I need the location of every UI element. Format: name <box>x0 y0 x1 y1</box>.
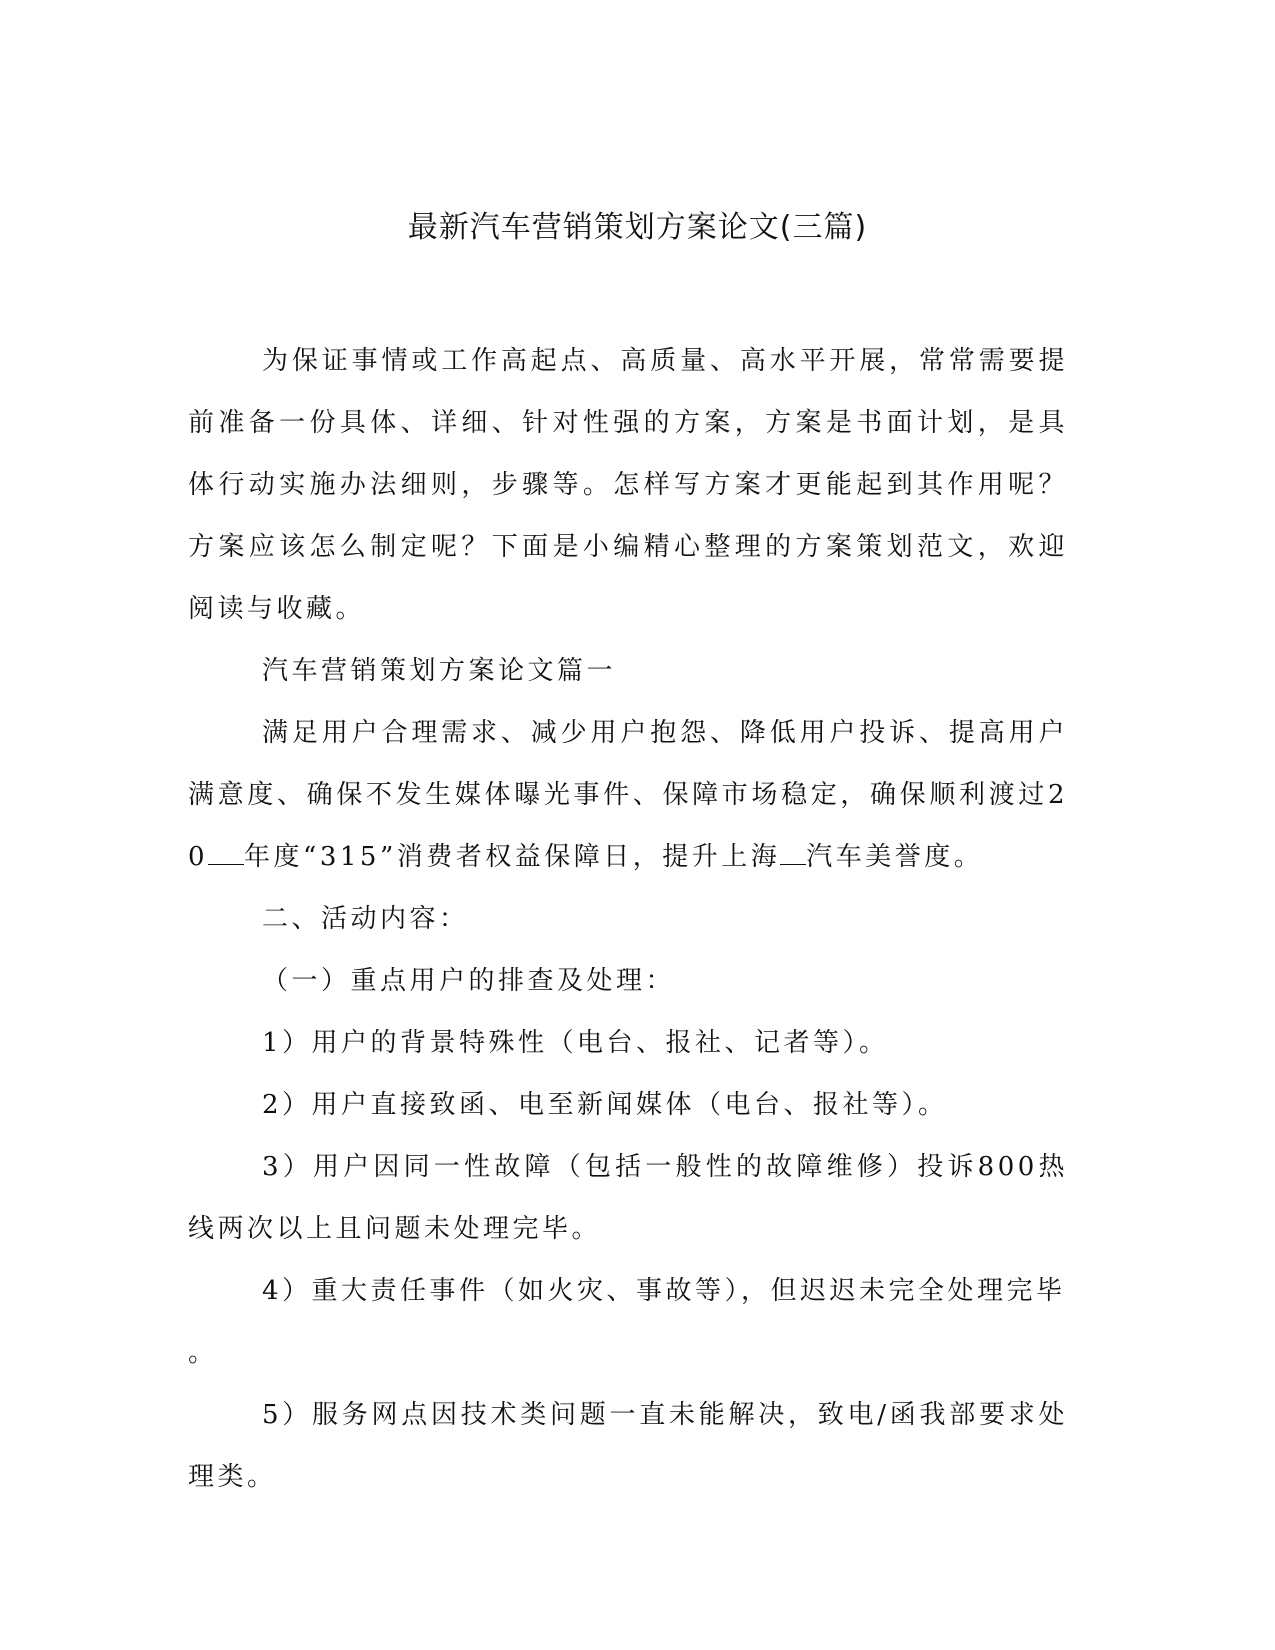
goal-text-part-1: 满足用户合理需求、减少用户抱怨、降低用户投诉、提高用户满意度、确保不发生媒体曝光事件、保障市场稳定，确保顺利渡过20 <box>188 718 1068 872</box>
goal-text-part-2: 年度“315”消费者权益保障日，提升上海 <box>244 842 781 872</box>
subsection-heading: （一）重点用户的排查及处理： <box>262 966 676 996</box>
blank-line <box>780 842 806 865</box>
blank-line <box>208 842 244 865</box>
list-item-4: 4）重大责任事件（如火灾、事故等），但迟迟未完全处理完毕 <box>262 1276 1066 1306</box>
list-item-2: 2）用户直接致函、电至新闻媒体（电台、报社等）。 <box>262 1090 948 1120</box>
document-body <box>188 330 1068 1508</box>
list-item-3: 3）用户因同一性故障（包括一般性的故障维修）投诉800热线两次以上且问题未处理完毕。 <box>188 1152 1068 1244</box>
goal-text-part-3: 汽车美誉度。 <box>806 842 984 872</box>
list-item-1: 1）用户的背景特殊性（电台、报社、记者等）。 <box>262 1028 889 1058</box>
list-item-4-end: 。 <box>188 1338 218 1368</box>
section-heading-activity: 二、活动内容： <box>262 904 469 934</box>
goal-paragraph <box>188 702 1068 888</box>
intro-paragraph: 为保证事情或工作高起点、高质量、高水平开展，常常需要提前准备一份具体、详细、针对性强的方案，方案是书面计划，是具体行动实施办法细则，步骤等。怎样写方案才更能起到其作用呢？方案应该怎么制定呢？下面是小编精心整理的方案策划范文，欢迎阅读与收藏。 <box>188 346 1068 624</box>
document-title: 最新汽车营销策划方案论文(三篇) <box>407 210 868 245</box>
list-item-5: 5）服务网点因技术类问题一直未能解决，致电/函我部要求处理类。 <box>188 1400 1068 1492</box>
section-heading-one: 汽车营销策划方案论文篇一 <box>262 656 617 686</box>
